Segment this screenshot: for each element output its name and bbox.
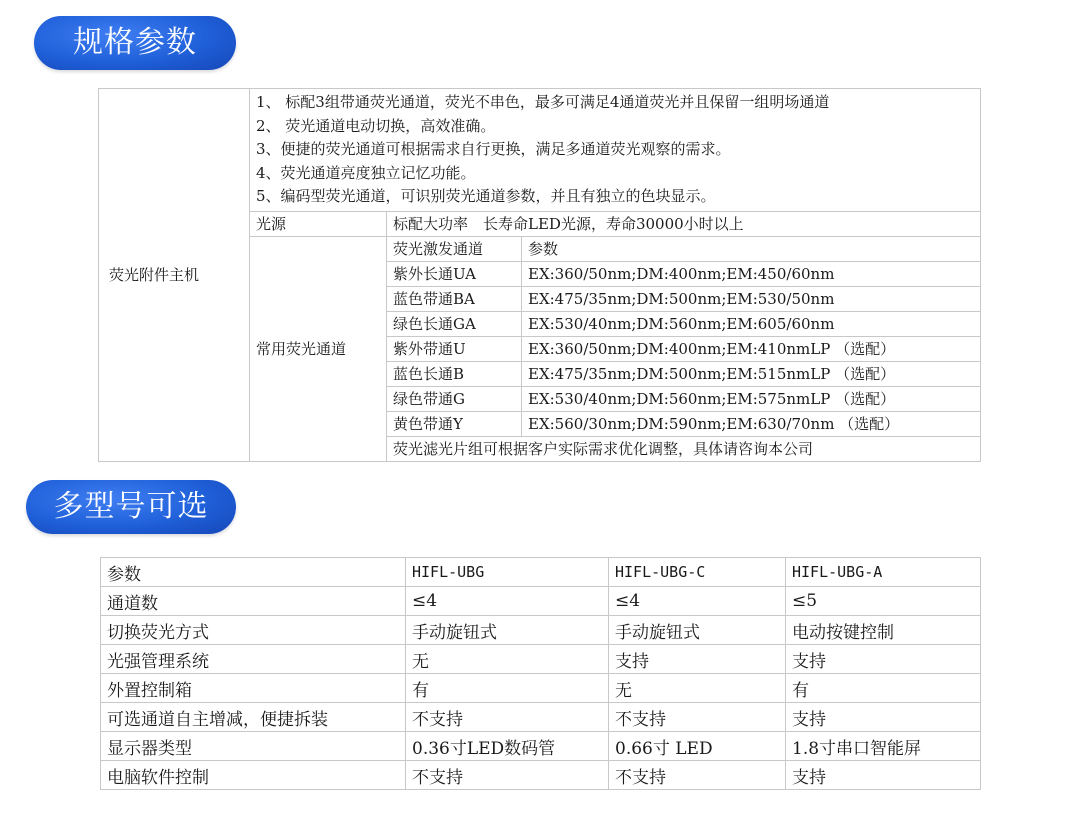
table-cell: 光强管理系统 xyxy=(101,645,406,674)
section-title-models: 多型号可选 xyxy=(26,480,236,534)
channel-header-name: 荧光激发通道 xyxy=(387,236,522,261)
table-cell: 支持 xyxy=(786,703,981,732)
table-cell: 手动旋钮式 xyxy=(609,616,786,645)
table-cell: 0.66寸 LED xyxy=(609,732,786,761)
table-row xyxy=(101,587,981,616)
table-row xyxy=(101,732,981,761)
spec-table xyxy=(98,88,981,462)
channel-params: EX:530/40nm;DM:560nm;EM:575nmLP （选配） xyxy=(522,386,981,411)
channel-header-params: 参数 xyxy=(522,236,981,261)
table-cell: 不支持 xyxy=(609,703,786,732)
header-cell: 参数 xyxy=(101,558,406,587)
channel-params: EX:560/30nm;DM:590nm;EM:630/70nm （选配） xyxy=(522,411,981,436)
table-cell: 可选通道自主增减，便捷拆装 xyxy=(101,703,406,732)
table-cell: ≤4 xyxy=(609,587,786,616)
table-header-row xyxy=(101,558,981,587)
list-item: 2、 荧光通道电动切换，高效准确。 xyxy=(256,116,496,135)
table-cell: 有 xyxy=(406,674,609,703)
channel-name: 紫外长通UA xyxy=(387,261,522,286)
channel-name: 绿色长通GA xyxy=(387,311,522,336)
table-cell: 手动旋钮式 xyxy=(406,616,609,645)
table-row xyxy=(101,703,981,732)
table-cell: 无 xyxy=(406,645,609,674)
table-cell: 支持 xyxy=(786,645,981,674)
light-source-value: 标配大功率 长寿命LED光源，寿命30000小时以上 xyxy=(387,211,981,236)
table-row xyxy=(101,645,981,674)
table-cell: 切换荧光方式 xyxy=(101,616,406,645)
table-row xyxy=(101,674,981,703)
channel-name: 紫外带通U xyxy=(387,336,522,361)
channel-name: 蓝色长通B xyxy=(387,361,522,386)
table-row xyxy=(99,89,981,212)
channel-params: EX:475/35nm;DM:500nm;EM:530/50nm xyxy=(522,286,981,311)
model-table xyxy=(100,557,981,790)
footer-note: 荧光滤光片组可根据客户实际需求优化调整，具体请咨询本公司 xyxy=(387,436,981,461)
feature-list xyxy=(250,89,981,212)
list-item: 4、荧光通道亮度独立记忆功能。 xyxy=(256,163,476,182)
table-cell: ≤4 xyxy=(406,587,609,616)
channel-params: EX:360/50nm;DM:400nm;EM:410nmLP （选配） xyxy=(522,336,981,361)
channel-name: 蓝色带通BA xyxy=(387,286,522,311)
channel-name: 绿色带通G xyxy=(387,386,522,411)
table-cell: 不支持 xyxy=(609,761,786,790)
table-cell: 电动按键控制 xyxy=(786,616,981,645)
table-cell: 不支持 xyxy=(406,703,609,732)
channel-params: EX:530/40nm;DM:560nm;EM:605/60nm xyxy=(522,311,981,336)
table-cell: 电脑软件控制 xyxy=(101,761,406,790)
table-row xyxy=(101,761,981,790)
table-cell: 不支持 xyxy=(406,761,609,790)
table-cell: 显示器类型 xyxy=(101,732,406,761)
list-item: 5、编码型荧光通道，可识别荧光通道参数，并且有独立的色块显示。 xyxy=(256,187,716,206)
host-label: 荧光附件主机 xyxy=(99,89,250,462)
header-cell: HIFL-UBG-A xyxy=(786,558,981,587)
table-cell: 0.36寸LED数码管 xyxy=(406,732,609,761)
channel-params: EX:475/35nm;DM:500nm;EM:515nmLP （选配） xyxy=(522,361,981,386)
channel-params: EX:360/50nm;DM:400nm;EM:450/60nm xyxy=(522,261,981,286)
table-cell: ≤5 xyxy=(786,587,981,616)
channel-name: 黄色带通Y xyxy=(387,411,522,436)
table-cell: 1.8寸串口智能屏 xyxy=(786,732,981,761)
light-source-label: 光源 xyxy=(250,211,387,236)
table-cell: 外置控制箱 xyxy=(101,674,406,703)
section-title-specs: 规格参数 xyxy=(34,16,236,70)
table-row xyxy=(101,616,981,645)
list-item: 3、便捷的荧光通道可根据需求自行更换，满足多通道荧光观察的需求。 xyxy=(256,140,731,159)
table-cell: 支持 xyxy=(786,761,981,790)
list-item: 1、 标配3组带通荧光通道，荧光不串色，最多可满足4通道荧光并且保留一组明场通道 xyxy=(256,93,830,111)
channels-label: 常用荧光通道 xyxy=(250,236,387,461)
table-cell: 通道数 xyxy=(101,587,406,616)
header-cell: HIFL-UBG-C xyxy=(609,558,786,587)
header-cell: HIFL-UBG xyxy=(406,558,609,587)
table-cell: 支持 xyxy=(609,645,786,674)
table-cell: 无 xyxy=(609,674,786,703)
table-cell: 有 xyxy=(786,674,981,703)
